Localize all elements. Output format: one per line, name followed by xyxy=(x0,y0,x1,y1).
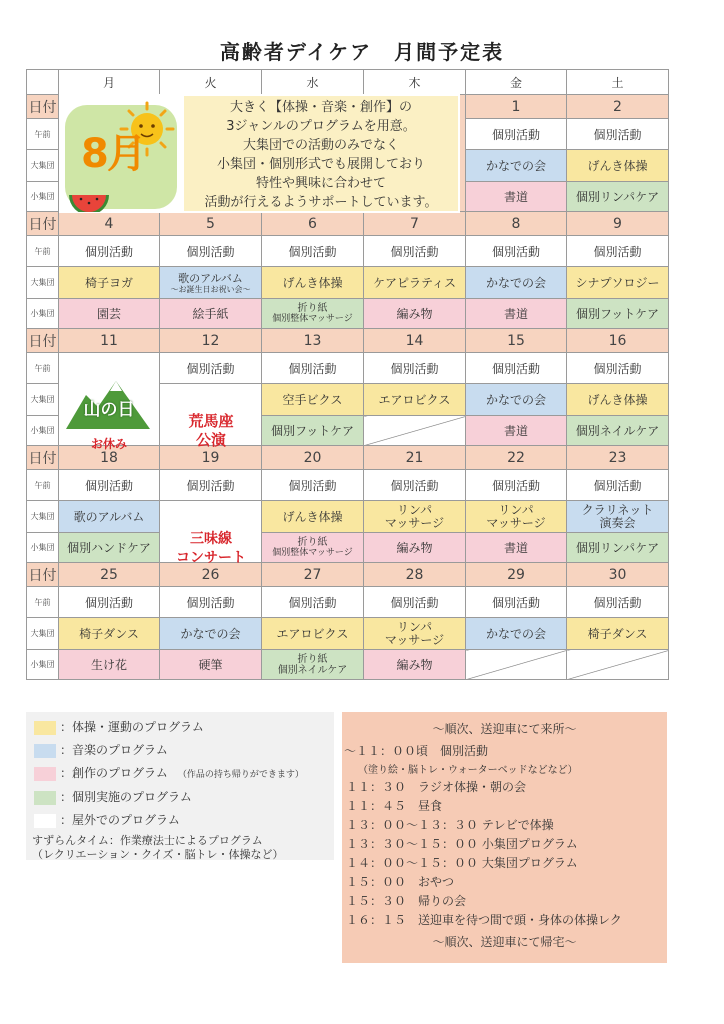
program-cell: 椅子ダンス xyxy=(567,618,669,650)
schedule-line-final: １６：１５ 送迎車を待つ間で頭・身体の体操レク xyxy=(346,913,622,927)
date-cell: 16 xyxy=(567,329,669,353)
program-cell: 個別活動 xyxy=(262,353,364,384)
program-cell: 生け花 xyxy=(59,650,160,680)
event-line: コンサート xyxy=(176,550,246,566)
program-subtitle: 個別整体マッサージ xyxy=(272,313,353,324)
row-label-date: 日付 xyxy=(27,212,59,236)
date-cell: 19 xyxy=(160,446,262,470)
intro-description xyxy=(184,98,458,212)
date-cell: 11 xyxy=(59,329,160,353)
legend-swatch xyxy=(34,767,56,781)
program-cell: エアロビクス xyxy=(262,618,364,650)
date-cell: 26 xyxy=(160,563,262,587)
program-cell xyxy=(262,299,364,329)
program-cell: ケアピラティス xyxy=(364,267,466,299)
program-cell: 歌のアルバム xyxy=(59,501,160,533)
program-cell: 絵手紙 xyxy=(160,299,262,329)
program-cell: シナプソロジー xyxy=(567,267,669,299)
legend-item xyxy=(34,718,204,735)
watermelon-icon xyxy=(69,195,109,212)
intro-panel xyxy=(59,94,460,213)
schedule-line: １１：３０ ラジオ体操・朝の会 xyxy=(346,780,527,794)
program-cell: 硬筆 xyxy=(160,650,262,680)
schedule-line: １３：００～１３：３０ テレビで体操 xyxy=(346,818,554,832)
intro-line: 大集団での活動のみでなく xyxy=(242,138,399,153)
program-cell xyxy=(262,533,364,563)
date-cell: 9 xyxy=(567,212,669,236)
schedule-line: １３：３０～１５：００ 小集団プログラム xyxy=(346,837,578,851)
week2-small-row xyxy=(27,299,669,329)
week2-large-row xyxy=(27,267,669,299)
row-label-small: 小集団 xyxy=(27,416,59,446)
program-cell: 書道 xyxy=(466,416,567,446)
row-label-am: 午前 xyxy=(27,587,59,618)
schedule-depart: ～順次、送迎車にて帰宅～ xyxy=(432,935,577,949)
date-cell: 28 xyxy=(364,563,466,587)
row-label-large: 大集団 xyxy=(27,501,59,533)
program-cell: 書道 xyxy=(466,182,567,212)
program-cell: 個別活動 xyxy=(567,119,669,150)
weekday-fri: 金 xyxy=(466,70,567,95)
program-cell: 個別活動 xyxy=(364,236,466,267)
row-label-date: 日付 xyxy=(27,95,59,119)
program-cell: 個別活動 xyxy=(466,587,567,618)
program-cell: 個別活動 xyxy=(466,353,567,384)
date-cell: 23 xyxy=(567,446,669,470)
week2-date-row xyxy=(27,212,669,236)
program-cell: かなでの会 xyxy=(160,618,262,650)
weekday-mon: 月 xyxy=(59,70,160,95)
legend-footer: （レクリエーション・クイズ・脳トレ・体操など） xyxy=(32,848,284,861)
legend-label: ：創作のプログラム xyxy=(60,766,168,780)
program-cell: 個別活動 xyxy=(59,236,160,267)
legend-footer: すずらんタイム：作業療法士によるプログラム xyxy=(32,834,263,847)
program-line: リンパ xyxy=(498,502,534,517)
date-cell: 14 xyxy=(364,329,466,353)
program-cell: 書道 xyxy=(466,533,567,563)
legend-label: ：音楽のプログラム xyxy=(60,743,168,757)
date-cell: 5 xyxy=(160,212,262,236)
holiday-note: お休み xyxy=(90,437,127,451)
event-label xyxy=(160,412,262,450)
program-subtitle: 個別整体マッサージ xyxy=(272,547,353,558)
program-cell xyxy=(567,501,669,533)
program-cell: 個別活動 xyxy=(466,470,567,501)
date-cell: 7 xyxy=(364,212,466,236)
program-cell: 園芸 xyxy=(59,299,160,329)
corner-cell xyxy=(27,70,59,95)
program-cell: 個別ネイルケア xyxy=(567,416,669,446)
week3-date-row xyxy=(27,329,669,353)
program-cell: かなでの会 xyxy=(466,267,567,299)
program-cell xyxy=(466,501,567,533)
program-cell: 編み物 xyxy=(364,533,466,563)
empty-cell xyxy=(567,650,669,680)
program-cell: 個別活動 xyxy=(160,236,262,267)
week5-large-row xyxy=(27,618,669,650)
program-subtitle: ～お誕生日お祝い会～ xyxy=(170,284,251,294)
program-cell: げんき体操 xyxy=(567,384,669,416)
date-cell: 6 xyxy=(262,212,364,236)
row-label-large: 大集団 xyxy=(27,150,59,182)
schedule-line: １１：４５ 昼食 xyxy=(346,799,443,813)
date-cell: 27 xyxy=(262,563,364,587)
legend-label: ：体操・運動のプログラム xyxy=(60,720,204,734)
event-line: 荒馬座 xyxy=(188,412,234,430)
date-cell: 18 xyxy=(59,446,160,470)
program-title: 歌のアルバム xyxy=(178,271,243,285)
legend-item xyxy=(34,741,168,758)
program-cell: 編み物 xyxy=(364,650,466,680)
program-cell: 空手ビクス xyxy=(262,384,364,416)
program-subtitle: 個別ネイルケア xyxy=(277,664,348,676)
schedule-line: １５：３０ 帰りの会 xyxy=(346,894,467,908)
week4-large-row xyxy=(27,501,669,533)
intro-line: 小集団・個別形式でも展開しており xyxy=(216,157,425,172)
program-cell xyxy=(160,267,262,299)
week5-am-row xyxy=(27,587,669,618)
program-cell: げんき体操 xyxy=(262,501,364,533)
date-cell: 15 xyxy=(466,329,567,353)
program-cell: かなでの会 xyxy=(466,618,567,650)
program-cell: 個別活動 xyxy=(466,236,567,267)
event-line: 公演 xyxy=(195,431,226,449)
row-label-large: 大集団 xyxy=(27,267,59,299)
row-label-date: 日付 xyxy=(27,563,59,587)
program-line: マッサージ xyxy=(486,515,546,530)
legend-item xyxy=(34,764,304,781)
row-label-am: 午前 xyxy=(27,119,59,150)
program-cell: げんき体操 xyxy=(567,150,669,182)
month-label: 8月 xyxy=(81,131,145,177)
intro-line: 活動が行えるようサポートしています。 xyxy=(204,195,438,210)
week5-small-row xyxy=(27,650,669,680)
program-cell: 個別活動 xyxy=(364,353,466,384)
row-label-date: 日付 xyxy=(27,329,59,353)
row-label-small: 小集団 xyxy=(27,650,59,680)
program-cell: 編み物 xyxy=(364,299,466,329)
intro-line: 大きく【体操・音楽・創作】の xyxy=(229,100,412,115)
program-cell: 個別リンパケア xyxy=(567,182,669,212)
legend-item xyxy=(34,811,180,828)
date-cell: 21 xyxy=(364,446,466,470)
event-label xyxy=(160,530,262,568)
legend-panel xyxy=(26,712,334,860)
weekday-header xyxy=(27,70,669,95)
program-cell: 個別活動 xyxy=(567,470,669,501)
program-line: マッサージ xyxy=(384,632,445,647)
program-cell: 個別活動 xyxy=(262,470,364,501)
program-cell: 個別リンパケア xyxy=(567,533,669,563)
program-cell: かなでの会 xyxy=(466,384,567,416)
week5-date-row xyxy=(27,563,669,587)
legend-item xyxy=(34,788,192,805)
program-cell: 個別フットケア xyxy=(567,299,669,329)
date-cell: 2 xyxy=(567,95,669,119)
row-label-large: 大集団 xyxy=(27,384,59,416)
page-title: 高齢者デイケア 月間予定表 xyxy=(219,40,505,64)
date-cell: 8 xyxy=(466,212,567,236)
program-cell: 個別活動 xyxy=(364,470,466,501)
legend-swatch xyxy=(34,791,56,805)
weekday-sat: 土 xyxy=(567,70,669,95)
program-line: クラリネット xyxy=(581,502,654,517)
weekday-thu: 木 xyxy=(364,70,466,95)
row-label-date: 日付 xyxy=(27,446,59,470)
date-cell: 25 xyxy=(59,563,160,587)
program-cell xyxy=(262,650,364,680)
row-label-am: 午前 xyxy=(27,353,59,384)
program-line: 演奏会 xyxy=(599,515,636,530)
program-cell: 椅子ダンス xyxy=(59,618,160,650)
week4-small-row xyxy=(27,533,669,563)
program-cell: 個別活動 xyxy=(364,587,466,618)
program-line: マッサージ xyxy=(384,515,445,530)
week4-am-row xyxy=(27,470,669,501)
program-cell: かなでの会 xyxy=(466,150,567,182)
program-title: 折り紙 xyxy=(297,302,328,314)
daily-schedule xyxy=(342,712,667,963)
schedule-arrive: ～順次、送迎車にて来所～ xyxy=(432,722,577,736)
schedule-line: １４：００～１５：００ 大集団プログラム xyxy=(346,856,578,870)
program-cell: げんき体操 xyxy=(262,267,364,299)
program-cell: エアロビクス xyxy=(364,384,466,416)
date-cell: 30 xyxy=(567,563,669,587)
program-cell: 書道 xyxy=(466,299,567,329)
legend-swatch xyxy=(34,744,56,758)
program-cell: 個別活動 xyxy=(466,119,567,150)
intro-line: 3ジャンルのプログラムを用意。 xyxy=(226,119,416,134)
legend-note: （作品の持ち帰りができます） xyxy=(177,770,304,780)
program-title: 折り紙 xyxy=(297,536,328,548)
weekday-wed: 水 xyxy=(262,70,364,95)
holiday-name: 山の日 xyxy=(83,400,135,420)
weekday-tue: 火 xyxy=(160,70,262,95)
date-cell: 20 xyxy=(262,446,364,470)
program-line: リンパ xyxy=(396,502,433,517)
row-label-am: 午前 xyxy=(27,470,59,501)
empty-cell xyxy=(364,416,466,446)
schedule-line: ～１１：００頃 個別活動 xyxy=(344,744,489,758)
intro-line: 特性や興味に合わせて xyxy=(255,176,386,191)
date-cell: 1 xyxy=(466,95,567,119)
row-label-large: 大集団 xyxy=(27,618,59,650)
program-cell: 個別ハンドケア xyxy=(59,533,160,563)
program-cell: 個別活動 xyxy=(262,587,364,618)
program-cell: 個別活動 xyxy=(567,587,669,618)
program-cell: 個別フットケア xyxy=(262,416,364,446)
program-cell: 個別活動 xyxy=(567,353,669,384)
row-label-small: 小集団 xyxy=(27,182,59,212)
schedule-line: １５：００ おやつ xyxy=(346,875,455,889)
row-label-am: 午前 xyxy=(27,236,59,267)
program-cell: 個別活動 xyxy=(59,470,160,501)
row-label-small: 小集団 xyxy=(27,299,59,329)
program-cell: 椅子ヨガ xyxy=(59,267,160,299)
empty-cell xyxy=(466,650,567,680)
legend-label: ：屋外でのプログラム xyxy=(60,813,180,827)
program-cell: 個別活動 xyxy=(567,236,669,267)
program-cell xyxy=(364,618,466,650)
date-cell: 4 xyxy=(59,212,160,236)
holiday-panel xyxy=(60,367,158,457)
program-line: リンパ xyxy=(396,619,433,634)
event-line: 三味線 xyxy=(190,531,232,547)
legend-swatch xyxy=(34,814,56,828)
program-title: 折り紙 xyxy=(297,653,328,665)
week2-am-row xyxy=(27,236,669,267)
date-cell: 13 xyxy=(262,329,364,353)
date-cell: 12 xyxy=(160,329,262,353)
date-cell: 29 xyxy=(466,563,567,587)
program-cell: 個別活動 xyxy=(262,236,364,267)
program-cell: 個別活動 xyxy=(160,470,262,501)
row-label-small: 小集団 xyxy=(27,533,59,563)
schedule-line: （塗り絵・脳トレ・ウォーターベッドなどなど） xyxy=(358,765,578,776)
legend-swatch xyxy=(34,721,56,735)
program-cell: 個別活動 xyxy=(160,353,262,384)
program-cell xyxy=(364,501,466,533)
date-cell: 22 xyxy=(466,446,567,470)
program-cell: 個別活動 xyxy=(160,587,262,618)
program-cell: 個別活動 xyxy=(59,587,160,618)
legend-label: ：個別実施のプログラム xyxy=(60,790,192,804)
